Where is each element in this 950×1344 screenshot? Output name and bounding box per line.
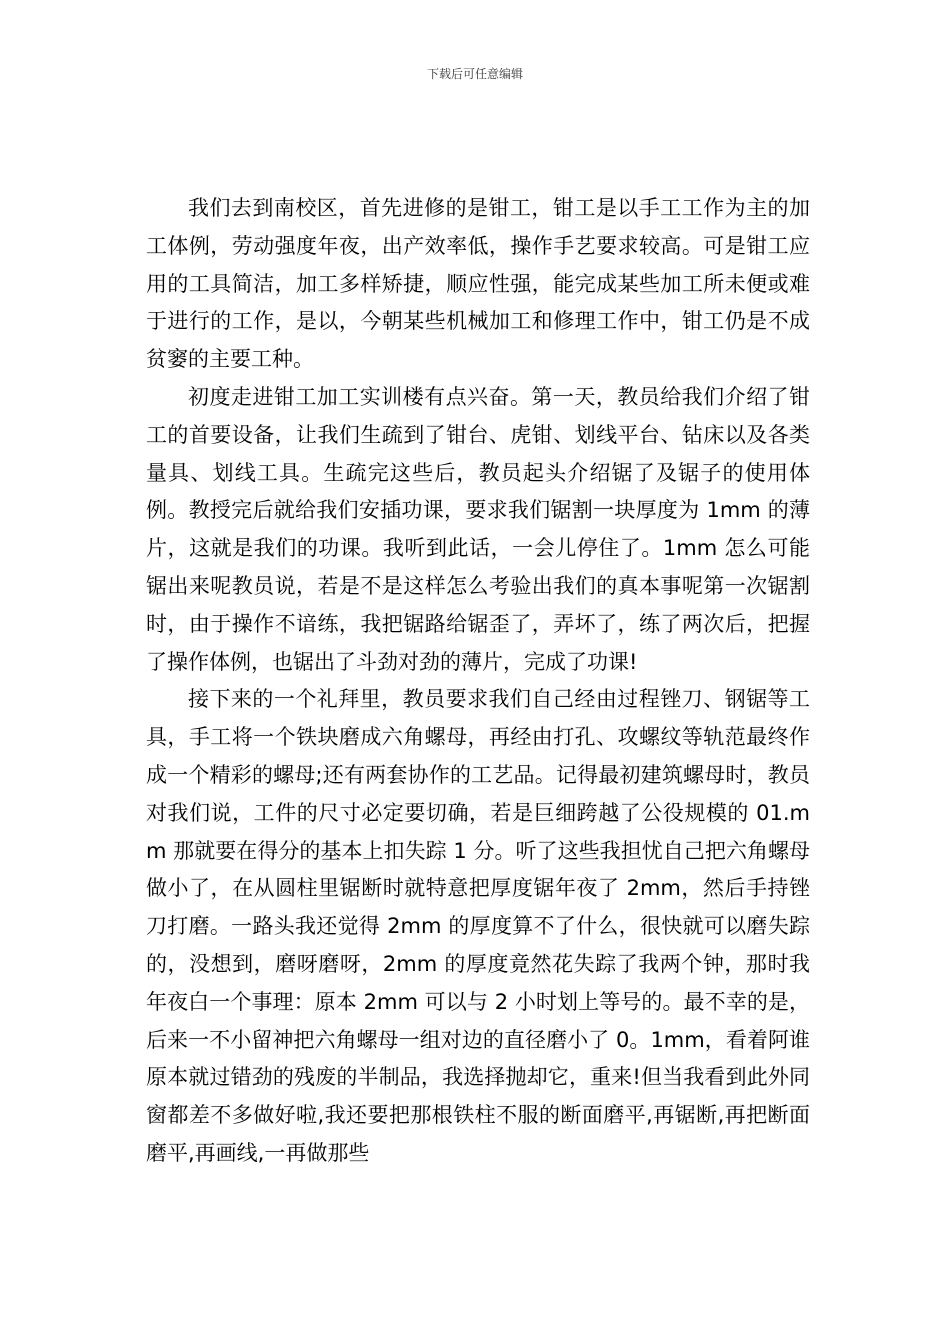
page-header: 下载后可任意编辑 [426, 67, 523, 81]
paragraph-2: 初度走进钳工加工实训楼有点兴奋。第一天，教员给我们介绍了钳工的首要设备，让我们生疏到了钳台、虎钳、划线平台、钻床以及各类量具、划线工具。生疏完这些后，教员起头介绍锯了及锯子的使用体例。教授完后就给我们安插功课，要求我们锯割一块厚度为 1mm 的薄片，这就是我们的功课。我听到此话，一会儿停住了。1mm 怎么可能锯出来呢教员说，若是不是这样怎么考验出我们的真本事呢第一次锯割时，由于操作不谙练，我把锯路给锯歪了，弄坏了，练了两次后，把握了操作体例，也锯出了斗劲对劲的薄片，完成了功课! [146, 384, 810, 674]
paragraph-3: 接下来的一个礼拜里，教员要求我们自己经由过程锉刀、钢锯等工具，手工将一个铁块磨成六角螺母，再经由打孔、攻螺纹等轨范最终作成一个精彩的螺母;还有两套协作的工艺品。记得最初建筑螺母时，教员对我们说，工件的尺寸必定要切确，若是巨细跨越了公役规模的 01.mm 那就要在得分的基本上扣失踪 1 分。听了这些我担忧自己把六角螺母做小了，在从圆柱里锯断时就特意把厚度锯年夜了 2mm，然后手持锉刀打磨。一路头我还觉得 2mm 的厚度算不了什么，很快就可以磨失踪的，没想到，磨呀磨呀，2mm 的厚度竟然花失踪了我两个钟，那时我年夜白一个事理：原本 2mm 可以与 2 小时划上等号的。最不幸的是，后来一不小留神把六角螺母一组对边的直径磨小了 0。1mm，看着阿谁原本就过错劲的残废的半制品，我选择抛却它，重来!但当我看到此外同窗都差不多做好啦,我还要把那根铁柱不服的断面磨平,再锯断,再把断面磨平,再画线,一再做那些 [146, 687, 810, 1165]
document-body [146, 190, 810, 1173]
paragraph-1: 我们去到南校区，首先进修的是钳工，钳工是以手工工作为主的加工体例，劳动强度年夜，出产效率低，操作手艺要求较高。可是钳工应用的工具简洁，加工多样矫捷，顺应性强，能完成某些加工所未便或难于进行的工作，是以，今朝某些机械加工和修理工作中，钳工仍是不成贫窭的主要工种。 [146, 196, 810, 372]
